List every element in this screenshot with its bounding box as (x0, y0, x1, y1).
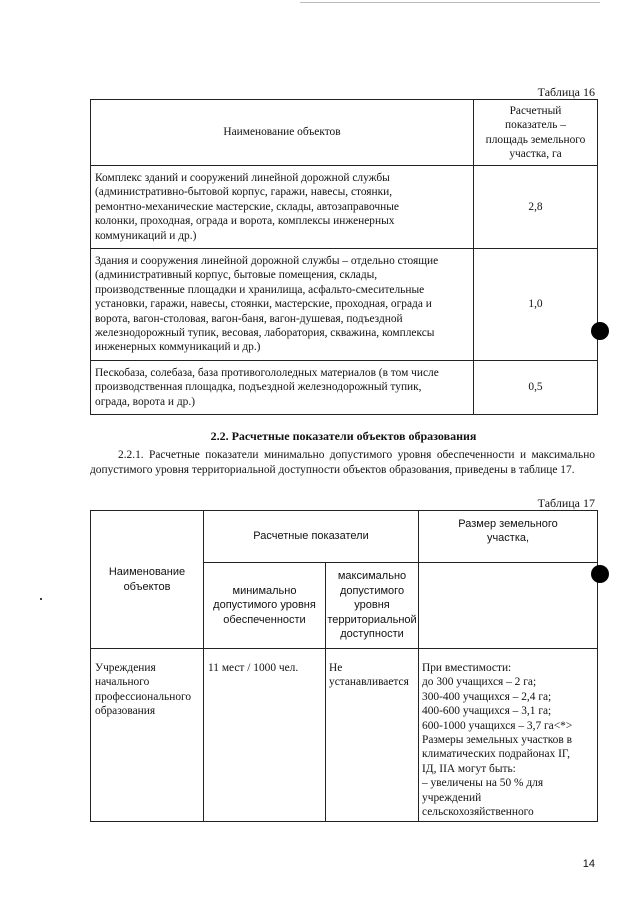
table16-row2-name: Здания и сооружения линейной дорожной службы – отдельно стоящие (административный корпус, бытовые помещения, склады, производственные площадки и хранилища, асфальто-смесительные установки, гаражи, навесы, стоянки, мастерские, проходная, ограда и ворота, вагон-столовая, вагон-баня, вагон-душевая, подъездной железнодорожный тупик, весовая, лаборатория, скважина, комплексы инженерных коммуникаций и др.) (91, 249, 474, 361)
punch-hole-upper (591, 322, 609, 340)
table17-header-name: Наименование объектов (91, 511, 204, 649)
table17-row-plot: При вместимости: до 300 учащихся – 2 га; 300-400 учащихся – 2,4 га; 400-600 учащихся – 3,1 га; 600-1000 учащихся – 3,7 га<*> Размеры земельных участков в климатических подрайонах IГ, IД, IIА могут быть: – увеличены на 50 % для учреждений сельскохозяйственного (419, 649, 598, 822)
table16-caption: Таблица 16 (537, 85, 595, 99)
table-row (91, 249, 598, 361)
table-row (91, 166, 598, 249)
table17-header-min: минимально допустимого уровня обеспеченности (204, 563, 326, 649)
punch-hole-lower (591, 565, 609, 583)
table17-caption: Таблица 17 (537, 496, 595, 510)
section-heading: 2.2. Расчетные показатели объектов образования (210, 429, 477, 443)
table17 (90, 510, 598, 822)
scan-speck (40, 598, 42, 600)
table17-header-max: максимально допустимого уровня территориальной доступности (326, 563, 419, 649)
table16-row3-name: Пескобаза, солебаза, база противогололедных материалов (в том числе производственная площадка, подъездной железнодорожный тупик, ограда, ворота и др.) (91, 360, 474, 414)
table17-row-name: Учреждения начального профессионального образования (91, 649, 204, 822)
table16-header-row (91, 100, 598, 166)
table17-header-plot: Размер земельного участка, (419, 511, 598, 563)
page-number: 14 (582, 858, 595, 870)
table17-row-max: Не устанавливается (326, 649, 419, 822)
table16-row1-value: 2,8 (474, 166, 598, 249)
table17-row-min: 11 мест / 1000 чел. (204, 649, 326, 822)
table17-header-empty (419, 563, 598, 649)
table16-header-name: Наименование объектов (91, 100, 474, 166)
table-row (91, 649, 598, 822)
table16-row2-value: 1,0 (474, 249, 598, 361)
table16 (90, 99, 598, 415)
table-row (91, 360, 598, 414)
table17-header-indicators: Расчетные показатели (204, 511, 419, 563)
table17-header-row1 (91, 511, 598, 563)
scan-edge-line (300, 2, 600, 3)
table16-header-indicator: Расчетный показатель – площадь земельного участка, га (474, 100, 598, 166)
section-paragraph: 2.2.1. Расчетные показатели минимально допустимого уровня обеспеченности и максимально допустимого уровня территориальной доступности объектов образования, приведены в таблице 17. (90, 449, 595, 476)
table16-row3-value: 0,5 (474, 360, 598, 414)
table16-row1-name: Комплекс зданий и сооружений линейной дорожной службы (административно-бытовой корпус, гаражи, навесы, стоянки, ремонтно-механические мастерские, склады, автозаправочные колонки, проходная, ограда и ворота, комплексы инженерных коммуникаций и др.) (91, 166, 474, 249)
